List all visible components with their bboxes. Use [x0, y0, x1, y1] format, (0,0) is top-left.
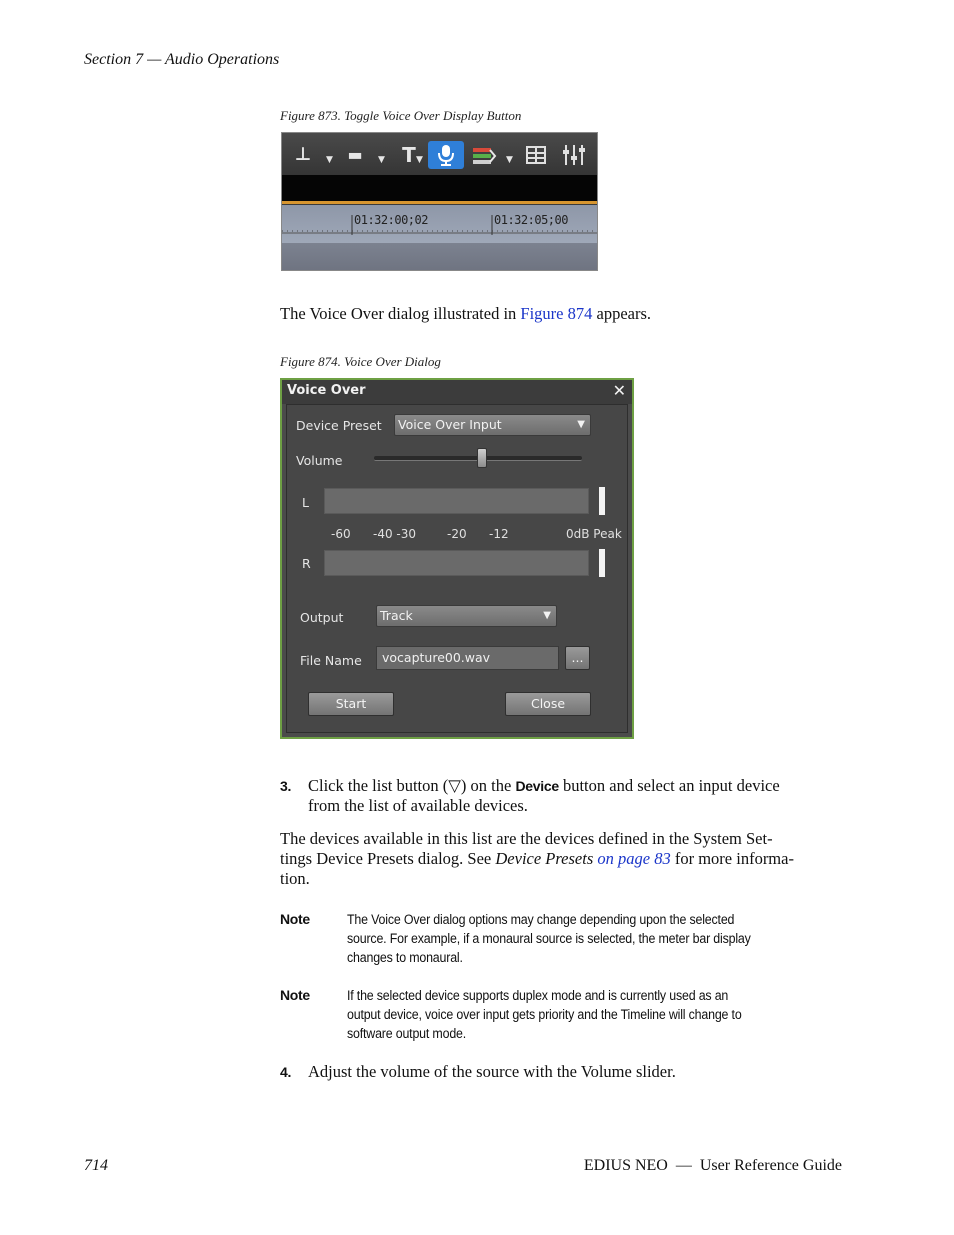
paragraph-line: for more informa-	[670, 849, 794, 868]
chevron-down-icon[interactable]: ▼	[378, 155, 385, 165]
output-select[interactable]	[376, 605, 557, 627]
split-icon[interactable]: ⊥	[294, 144, 312, 165]
scale-label: -60	[331, 527, 351, 541]
figure-874-link[interactable]: Figure 874	[520, 304, 593, 323]
toolbar-screenshot	[281, 132, 598, 271]
chevron-down-icon[interactable]: ▼	[326, 155, 333, 165]
volume-label: Volume	[296, 453, 343, 468]
intro-text: The Voice Over dialog illustrated in	[280, 304, 521, 323]
note-line: If the selected device supports duplex mode and is currently used as an	[347, 988, 729, 1003]
timeline-black-band	[282, 175, 597, 201]
render-icon[interactable]	[470, 143, 498, 167]
step-3-line-2: from the list of available devices.	[308, 796, 528, 815]
footer-title	[584, 1157, 842, 1175]
devices-paragraph	[280, 829, 850, 889]
step-3-text-a: Click the list button (▽) on the	[308, 776, 516, 795]
step-4-number: 4.	[280, 1064, 292, 1080]
figure-873-caption: Figure 873. Toggle Voice Over Display Button	[280, 108, 522, 123]
note-line: changes to monaural.	[347, 950, 463, 965]
title-icon[interactable]: T	[402, 143, 416, 167]
volume-slider-thumb[interactable]	[477, 448, 487, 468]
page-number: 714	[84, 1157, 108, 1174]
device-preset-label: Device Preset	[296, 418, 382, 433]
file-name-input[interactable]: vocapture00.wav	[376, 646, 559, 670]
step-3-number: 3.	[280, 778, 292, 794]
close-icon[interactable]: ✕	[612, 381, 626, 400]
chevron-down-icon: ▼	[577, 419, 585, 430]
step-4-text: Adjust the volume of the source with the Volume slider.	[308, 1062, 676, 1081]
dialog-title: Voice Over	[287, 383, 366, 398]
mixer-icon[interactable]	[560, 143, 588, 167]
start-button[interactable]: Start	[308, 692, 394, 716]
note-line: output device, voice over input gets priority and the Timeline will change to	[347, 1007, 742, 1022]
marker-icon[interactable]: ▬	[347, 145, 363, 164]
timecode-label: 01:32:00;02	[354, 213, 428, 227]
output-label: Output	[300, 610, 344, 625]
dialog-title-bar	[282, 380, 632, 404]
footer-title-text: EDIUS NEO — User Reference Guide	[583, 1157, 842, 1174]
close-button[interactable]: Close	[505, 692, 591, 716]
chevron-down-icon: ▼	[543, 610, 551, 621]
timeline-orange-line	[282, 201, 597, 204]
timecode-label: 01:32:05;00	[494, 213, 568, 227]
output-value: Track	[380, 608, 413, 623]
intro-paragraph	[280, 304, 651, 324]
grid-icon[interactable]	[524, 143, 548, 167]
step-3-text	[308, 776, 848, 816]
meter-l-bar	[324, 488, 589, 514]
meter-r-bar	[324, 550, 589, 576]
scale-label: -12	[489, 527, 509, 541]
paragraph-line: tion.	[280, 869, 310, 888]
meter-r-label: R	[302, 556, 311, 571]
device-preset-select[interactable]	[394, 414, 591, 436]
chevron-down-icon[interactable]: ▼	[416, 155, 423, 165]
timeline-track-area	[282, 243, 597, 271]
toolbar-bar	[282, 133, 597, 175]
note-2-label: Note	[280, 987, 310, 1003]
paragraph-line: tings Device Presets dialog. See	[280, 849, 496, 868]
note-2-text	[347, 986, 807, 1043]
scale-label: -40 -30	[373, 527, 417, 541]
step-3-text-b: button and select an input device	[558, 776, 780, 795]
note-line: source. For example, if a monaural source is selected, the meter bar display	[347, 931, 751, 946]
meter-l-label: L	[302, 495, 309, 510]
browse-button[interactable]: ...	[565, 646, 590, 670]
microphone-icon[interactable]	[428, 141, 464, 169]
scale-label: 0dB Peak	[566, 527, 622, 541]
note-line: The Voice Over dialog options may change depending upon the selected	[347, 912, 735, 927]
paragraph-line: The devices available in this list are the devices defined in the System Set-	[280, 829, 773, 848]
voice-over-dialog	[280, 378, 634, 739]
timeline-ruler[interactable]	[282, 205, 597, 243]
scale-label: -20	[447, 527, 467, 541]
section-header: Section 7 — Audio Operations	[84, 51, 280, 68]
device-presets-reference: Device Presets	[495, 849, 594, 868]
peak-l-indicator	[599, 487, 605, 515]
note-1-text	[347, 910, 807, 967]
note-line: software output mode.	[347, 1026, 467, 1041]
peak-r-indicator	[599, 549, 605, 577]
device-preset-value: Voice Over Input	[398, 417, 502, 432]
chevron-down-icon[interactable]: ▼	[506, 155, 513, 165]
file-name-label: File Name	[300, 653, 362, 668]
figure-874-caption: Figure 874. Voice Over Dialog	[280, 354, 441, 369]
page-83-link[interactable]: on page 83	[597, 849, 671, 868]
note-1-label: Note	[280, 911, 310, 927]
intro-text: appears.	[592, 304, 652, 323]
device-bold-label: Device	[515, 778, 559, 794]
